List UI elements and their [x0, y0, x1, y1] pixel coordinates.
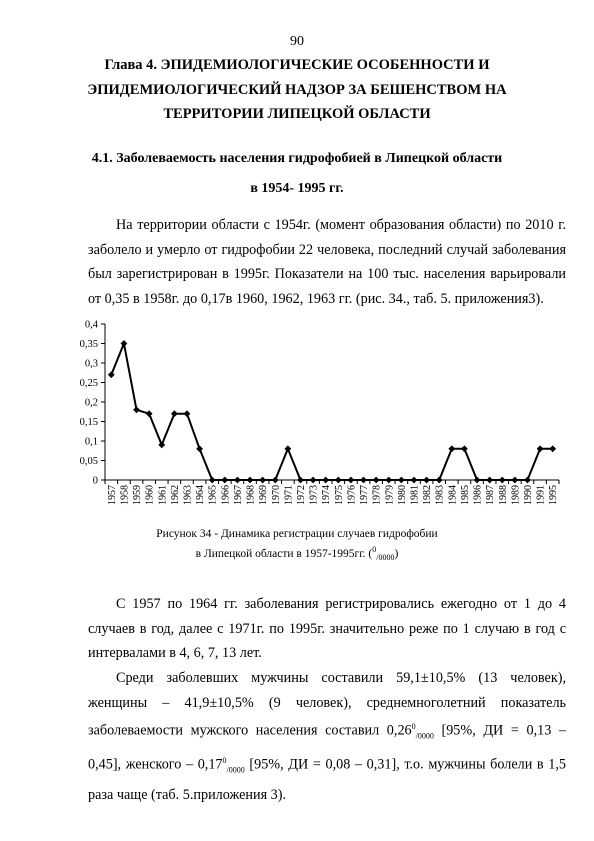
- x-tick-label: 1969: [258, 485, 270, 505]
- x-tick-label: 1967: [232, 485, 244, 505]
- data-point-marker: [196, 445, 203, 452]
- chapter-title-line-2: ЭПИДЕМИОЛОГИЧЕСКИЙ НАДЗОР ЗА БЕШЕНСТВОМ НА: [87, 82, 507, 98]
- x-tick-label: 1985: [459, 485, 471, 505]
- x-tick-label: 1984: [447, 485, 459, 505]
- y-tick-label: 0,3: [84, 358, 98, 370]
- x-tick-label: 1971: [283, 485, 295, 505]
- x-tick-label: 1972: [295, 485, 307, 505]
- paragraph-intro-text: На территории области с 1954г. (момент образования области) по 2010 г. заболело и умерло от гидрофобии 22 человека, последний случай заболевания был зарегистрирован в 1995г. Показатели на 100 тыс. населения варьировали от 0,35 в 1958г. до 0,17в 1960, 1962, 1963 гг. (рис. 34., таб. 5. приложения3).: [88, 217, 566, 307]
- incidence-line-chart: [75, 314, 565, 526]
- chapter-title-line-1: Глава 4. ЭПИДЕМИОЛОГИЧЕСКИЕ ОСОБЕННОСТИ И: [104, 57, 490, 73]
- x-tick-label: 1980: [396, 485, 408, 505]
- data-point-marker: [133, 406, 140, 413]
- x-tick-label: 1966: [220, 485, 232, 505]
- data-point-marker: [486, 477, 493, 484]
- x-tick-label: 1963: [182, 485, 194, 505]
- data-point-marker: [448, 445, 455, 452]
- y-tick-label: 0,05: [79, 456, 98, 467]
- data-point-marker: [398, 477, 405, 484]
- data-point-marker: [146, 410, 153, 417]
- data-point-marker: [272, 477, 279, 484]
- x-tick-label: 1990: [522, 485, 534, 505]
- y-tick-label: 0,25: [79, 378, 98, 389]
- data-point-marker: [171, 410, 178, 417]
- data-point-marker: [259, 477, 266, 484]
- data-point-marker: [297, 477, 304, 484]
- data-point-marker: [373, 477, 380, 484]
- section-title-line-2: в 1954- 1995 гг.: [250, 181, 344, 196]
- x-tick-label: 1968: [245, 485, 257, 505]
- data-point-marker: [158, 442, 165, 449]
- data-point-marker: [184, 410, 191, 417]
- x-tick-label: 1970: [270, 485, 282, 505]
- x-tick-label: 1973: [308, 485, 320, 505]
- y-tick-label: 0,2: [84, 397, 98, 409]
- y-tick-label: 0,15: [79, 417, 98, 428]
- data-point-marker: [221, 477, 228, 484]
- x-tick-label: 1975: [333, 485, 345, 505]
- data-point-marker: [537, 445, 544, 452]
- data-point-marker: [461, 445, 468, 452]
- series-line: [111, 344, 552, 481]
- x-tick-label: 1986: [472, 485, 484, 505]
- figure-caption-line-1: Рисунок 34 - Динамика регистрации случаев гидрофобии: [156, 528, 438, 540]
- paragraph-dynamics-text: С 1957 по 1964 гг. заболевания регистрировались ежегодно от 1 до 4 случаев в год, далее с 1971г. по 1995г. значительно реже по 1 случаю в год с интервалами в 4, 6, 7, 13 лет.: [88, 596, 566, 661]
- x-tick-label: 1989: [510, 485, 522, 505]
- data-point-marker: [360, 477, 367, 484]
- section-title-line-1: 4.1. Заболеваемость населения гидрофобией в Липецкой области: [91, 151, 503, 166]
- x-tick-label: 1961: [157, 485, 169, 505]
- data-point-marker: [511, 477, 518, 484]
- y-tick-label: 0,1: [84, 436, 98, 448]
- paragraph-intro: [88, 213, 566, 311]
- x-tick-label: 1977: [359, 485, 371, 505]
- data-point-marker: [436, 477, 443, 484]
- x-tick-label: 1991: [535, 485, 547, 505]
- data-point-marker: [524, 477, 531, 484]
- x-tick-label: 1978: [371, 485, 383, 505]
- paragraph-dynamics: [88, 592, 566, 666]
- data-point-marker: [423, 477, 430, 484]
- y-tick-label: 0,4: [84, 319, 98, 331]
- x-tick-label: 1982: [422, 485, 434, 505]
- x-tick-label: 1958: [119, 485, 131, 505]
- data-point-marker: [108, 371, 115, 378]
- data-point-marker: [284, 445, 291, 452]
- y-tick-label: 0: [92, 475, 98, 487]
- page-number: 90: [290, 34, 304, 49]
- x-tick-label: 1957: [106, 485, 118, 505]
- x-tick-label: 1979: [384, 485, 396, 505]
- data-point-marker: [335, 477, 342, 484]
- data-point-marker: [121, 340, 128, 347]
- x-tick-label: 1960: [144, 485, 156, 505]
- x-tick-label: 1976: [346, 485, 358, 505]
- x-tick-label: 1987: [485, 485, 497, 505]
- data-point-marker: [411, 477, 418, 484]
- x-tick-label: 1964: [195, 485, 207, 505]
- x-tick-label: 1988: [497, 485, 509, 505]
- data-point-marker: [322, 477, 329, 484]
- paragraph-gender-text: Среди заболевших мужчины составили 59,1±10,5% (13 человек), женщины – 41,9±10,5% (9 человек), среднемноголетний показатель заболеваемости мужского населения составил $0,26^0_{/0000}$ [95%, ДИ = 0,13 – 0,45], женского – $0,17^0_{/0000}$ [95%, ДИ = 0,08 – 0,31], т.о. мужчины болели в 1,5 раза чаще (таб. 5.приложения 3).: [88, 670, 567, 804]
- data-point-marker: [348, 477, 355, 484]
- data-point-marker: [499, 477, 506, 484]
- y-tick-label: 0,35: [79, 339, 98, 350]
- figure-caption-line-2: в Липецкой области в 1957-1995гг. ($^0_{/0000}$): [195, 545, 399, 563]
- x-tick-label: 1965: [207, 485, 219, 505]
- x-tick-label: 1959: [132, 485, 144, 505]
- chapter-title-line-3: ТЕРРИТОРИИ ЛИПЕЦКОЙ ОБЛАСТИ: [163, 106, 431, 122]
- data-point-marker: [209, 477, 216, 484]
- data-point-marker: [474, 477, 481, 484]
- x-tick-label: 1983: [434, 485, 446, 505]
- paragraph-gender: [88, 666, 566, 808]
- x-tick-label: 1962: [169, 485, 181, 505]
- data-point-marker: [385, 477, 392, 484]
- x-tick-label: 1981: [409, 485, 421, 505]
- data-point-marker: [234, 477, 241, 484]
- data-point-marker: [247, 477, 254, 484]
- data-point-marker: [549, 445, 556, 452]
- x-tick-label: 1974: [321, 485, 333, 505]
- x-tick-label: 1995: [548, 485, 560, 505]
- data-point-marker: [310, 477, 317, 484]
